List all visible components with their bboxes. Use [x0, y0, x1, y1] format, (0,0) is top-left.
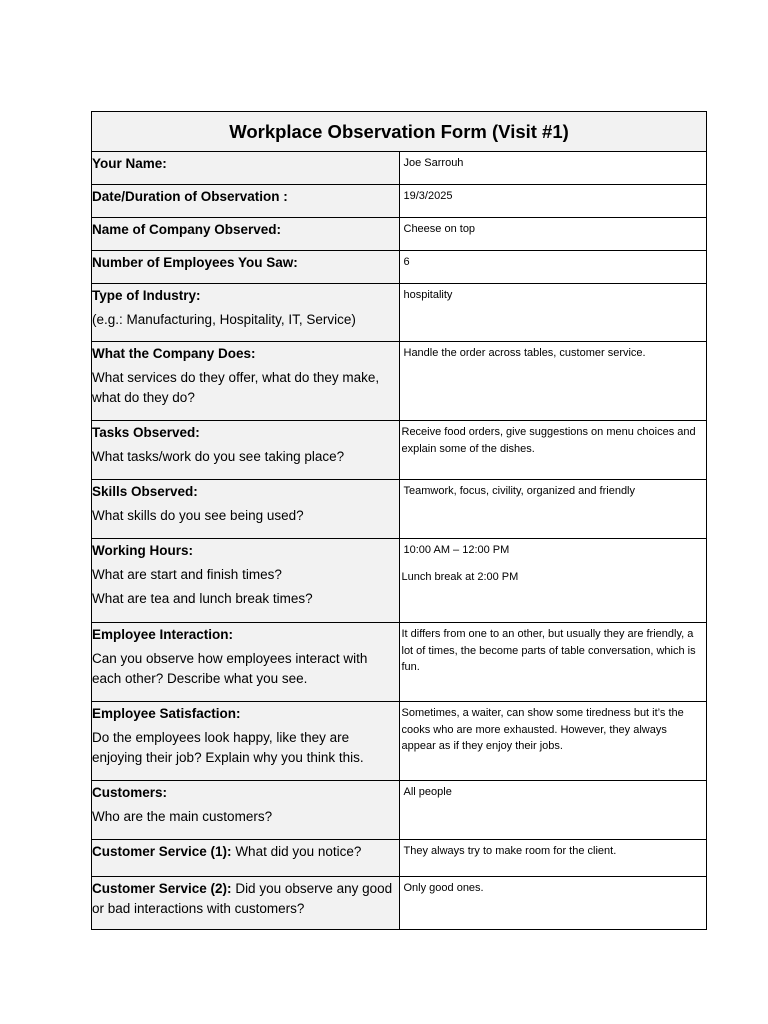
field-value: Lunch break at 2:00 PM [401, 570, 519, 583]
field-value-cell [399, 152, 707, 185]
observation-form-table [91, 111, 707, 930]
field-label: Customer Service (2): [92, 881, 232, 896]
table-row [92, 781, 707, 840]
field-description: Do the employees look happy, like they are enjoying their job? Explain why you think this. [92, 730, 364, 765]
field-value: They always try to make room for the client. [403, 845, 617, 857]
field-label: Customer Service (1): [92, 844, 232, 859]
table-row [92, 480, 707, 539]
field-value-cell [399, 342, 707, 421]
field-label-cell [92, 218, 400, 251]
field-value-cell [399, 480, 707, 539]
field-value-cell [399, 623, 707, 702]
field-description: (e.g.: Manufacturing, Hospitality, IT, Service) [92, 312, 356, 327]
field-value: Only good ones. [403, 882, 484, 894]
table-row [92, 342, 707, 421]
field-label-cell [92, 421, 400, 480]
field-label: Number of Employees You Saw: [92, 255, 298, 270]
form-title-row [92, 112, 707, 152]
field-value-cell [399, 185, 707, 218]
field-value: 19/3/2025 [403, 190, 453, 202]
table-row [92, 623, 707, 702]
table-row [92, 284, 707, 342]
field-value-cell [399, 251, 707, 284]
field-description: What are tea and lunch break times? [92, 591, 313, 606]
field-label: Employee Satisfaction: [92, 706, 241, 721]
field-description: What skills do you see being used? [92, 508, 304, 523]
field-label: Customers: [92, 785, 168, 800]
field-value: Receive food orders, give suggestions on menu choices and explain some of the dishes. [401, 426, 696, 455]
field-label-cell [92, 877, 400, 930]
field-value-cell [399, 877, 707, 930]
field-value: Sometimes, a waiter, can show some tiredness but it’s the cooks who are more exhausted. However, they always appear as if they enjoy their jobs. [401, 707, 684, 752]
field-value: 6 [403, 256, 410, 268]
table-row [92, 877, 707, 930]
table-row [92, 539, 707, 623]
field-description: What tasks/work do you see taking place? [92, 449, 345, 464]
field-value: Cheese on top [403, 223, 476, 235]
table-row [92, 185, 707, 218]
field-label: Tasks Observed: [92, 425, 200, 440]
field-description: Who are the main customers? [92, 809, 273, 824]
field-value: Teamwork, focus, civility, organized and friendly [403, 485, 636, 497]
field-label-cell [92, 623, 400, 702]
field-label: Name of Company Observed: [92, 222, 282, 237]
field-label: Date/Duration of Observation : [92, 189, 288, 204]
field-label: What the Company Does: [92, 346, 256, 361]
field-description: What are start and finish times? [92, 567, 282, 582]
field-description: What services do they offer, what do they make, what do they do? [92, 370, 380, 405]
field-value: Handle the order across tables, customer service. [403, 347, 646, 359]
field-label: Working Hours: [92, 543, 193, 558]
field-value: hospitality [403, 289, 453, 301]
table-row [92, 702, 707, 781]
field-label-cell [92, 480, 400, 539]
field-description: What did you notice? [231, 844, 362, 859]
field-label-cell [92, 840, 400, 877]
field-value-cell [399, 421, 707, 480]
field-value: It differs from one to an other, but usually they are friendly, a lot of times, the become parts of table conversation, which is fun. [401, 628, 696, 673]
field-value: All people [403, 786, 452, 798]
field-value: Joe Sarrouh [403, 157, 464, 169]
table-row [92, 152, 707, 185]
field-label-cell [92, 185, 400, 218]
field-label: Skills Observed: [92, 484, 198, 499]
field-value-cell [399, 840, 707, 877]
field-label-cell [92, 539, 400, 623]
field-value-cell [399, 781, 707, 840]
field-value-cell [399, 218, 707, 251]
form-title: Workplace Observation Form (Visit #1) [92, 112, 707, 152]
table-row [92, 218, 707, 251]
field-value-cell [399, 539, 707, 623]
field-label: Your Name: [92, 156, 167, 171]
field-label: Employee Interaction: [92, 627, 234, 642]
field-label-cell [92, 152, 400, 185]
field-value-cell [399, 702, 707, 781]
field-label-cell [92, 781, 400, 840]
field-label-cell [92, 251, 400, 284]
field-label-cell [92, 342, 400, 421]
field-label-cell [92, 284, 400, 342]
field-label: Type of Industry: [92, 288, 201, 303]
field-value: 10:00 AM – 12:00 PM [403, 544, 510, 556]
field-label-cell [92, 702, 400, 781]
field-description: Did you observe any good or bad interactions with customers? [92, 881, 393, 916]
field-value-cell [399, 284, 707, 342]
field-description: Can you observe how employees interact with each other? Describe what you see. [92, 651, 368, 686]
table-row [92, 840, 707, 877]
table-row [92, 251, 707, 284]
table-row [92, 421, 707, 480]
